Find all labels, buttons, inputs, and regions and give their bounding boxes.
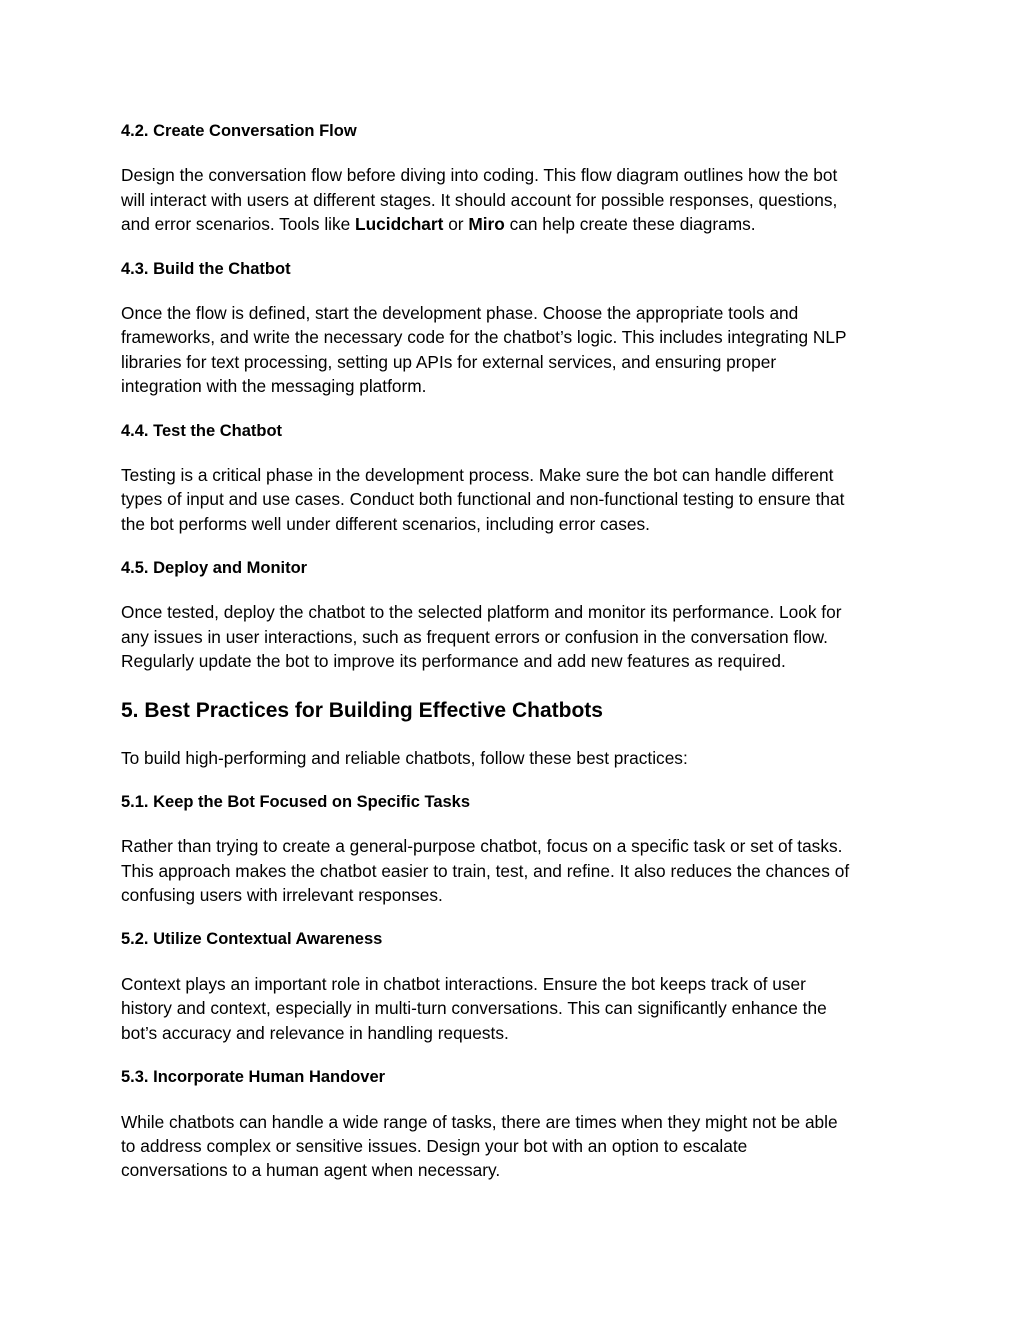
section-heading-4-2: 4.2. Create Conversation Flow — [121, 122, 357, 140]
section-heading-5-1: 5.1. Keep the Bot Focused on Specific Tasks — [121, 793, 471, 811]
paragraph-line: any issues in user interactions, such as frequent errors or confusion in the conversation flow. — [121, 627, 828, 647]
paragraph-line: integration with the messaging platform. — [121, 376, 427, 396]
paragraph-line: to address complex or sensitive issues. Design your bot with an option to escalate — [121, 1136, 748, 1156]
paragraph-line: Context plays an important role in chatbot interactions. Ensure the bot keeps track of user — [121, 974, 806, 994]
text-run: can help create these diagrams. — [504, 214, 756, 234]
tool-name-miro: Miro — [468, 214, 505, 234]
section-heading-4-3: 4.3. Build the Chatbot — [121, 260, 291, 278]
paragraph-line: conversations to a human agent when necessary. — [121, 1160, 501, 1180]
paragraph-line: Design the conversation flow before diving into coding. This flow diagram outlines how the bot — [121, 165, 838, 185]
section-heading-4-5: 4.5. Deploy and Monitor — [121, 559, 308, 577]
paragraph-line: frameworks, and write the necessary code for the chatbot’s logic. This includes integrating NLP — [121, 327, 847, 347]
section-heading-5-2: 5.2. Utilize Contextual Awareness — [121, 930, 383, 948]
paragraph-line: While chatbots can handle a wide range of tasks, there are times when they might not be able — [121, 1112, 838, 1132]
paragraph-line: bot’s accuracy and relevance in handling requests. — [121, 1023, 509, 1043]
paragraph-line: the bot performs well under different scenarios, including error cases. — [121, 514, 650, 534]
paragraph-line: libraries for text processing, setting up APIs for external services, and ensuring proper — [121, 352, 777, 372]
paragraph-line: This approach makes the chatbot easier to train, test, and refine. It also reduces the chances of — [121, 861, 850, 881]
paragraph-line — [121, 212, 756, 237]
section-heading-4-4: 4.4. Test the Chatbot — [121, 422, 283, 440]
section-heading-5: 5. Best Practices for Building Effective Chatbots — [121, 699, 603, 722]
tool-name-lucidchart: Lucidchart — [355, 214, 444, 234]
paragraph-line: Once the flow is defined, start the development phase. Choose the appropriate tools and — [121, 303, 799, 323]
paragraph-line: Rather than trying to create a general-purpose chatbot, focus on a specific task or set of tasks. — [121, 836, 843, 856]
paragraph-line: confusing users with irrelevant responses. — [121, 885, 443, 905]
paragraph-line: Regularly update the bot to improve its performance and add new features as required. — [121, 651, 786, 671]
paragraph-line: Once tested, deploy the chatbot to the selected platform and monitor its performance. Look for — [121, 602, 842, 622]
paragraph-line: history and context, especially in multi-turn conversations. This can significantly enhance the — [121, 998, 827, 1018]
paragraph-line: will interact with users at different stages. It should account for possible responses, questions, — [121, 190, 838, 210]
section-heading-5-3: 5.3. Incorporate Human Handover — [121, 1068, 386, 1086]
text-run: or — [443, 214, 469, 234]
paragraph-line: types of input and use cases. Conduct both functional and non-functional testing to ensure that — [121, 489, 845, 509]
paragraph-line: Testing is a critical phase in the development process. Make sure the bot can handle different — [121, 465, 834, 485]
text-run: and error scenarios. Tools like — [121, 214, 356, 234]
paragraph-line: To build high-performing and reliable chatbots, follow these best practices: — [121, 748, 688, 768]
